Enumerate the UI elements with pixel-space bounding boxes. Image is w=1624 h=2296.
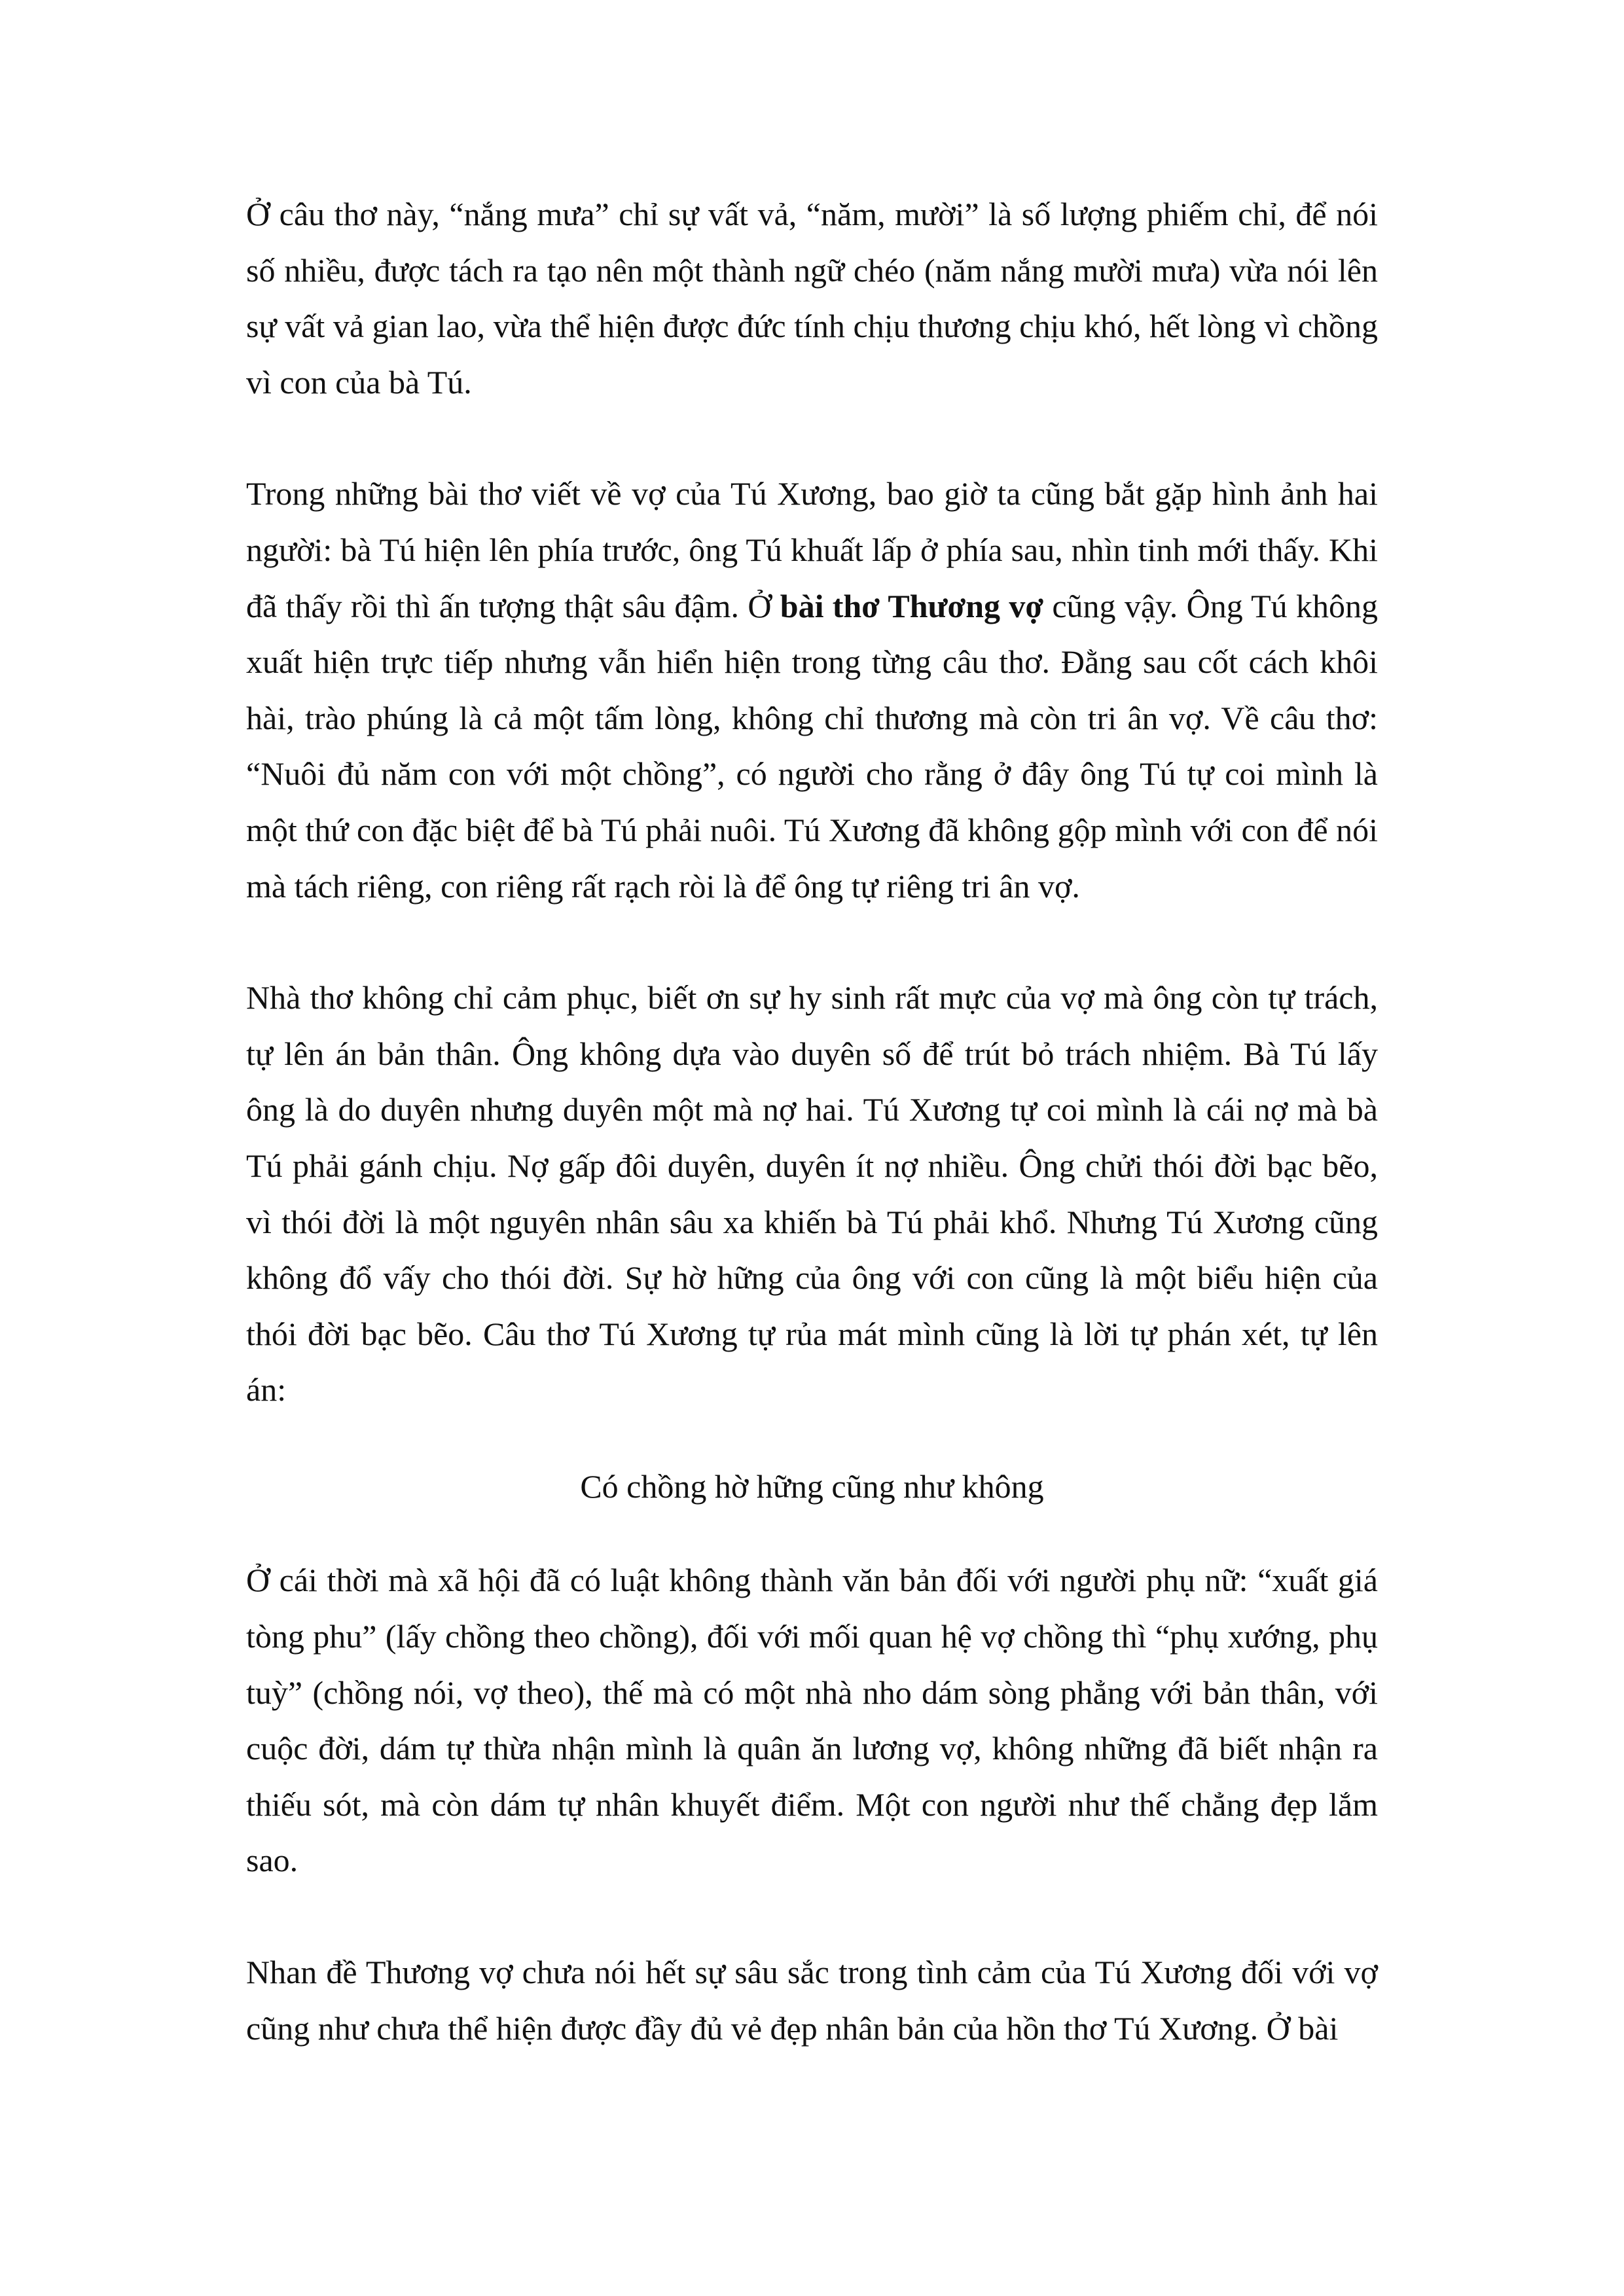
paragraph-spacer xyxy=(246,1889,1378,1945)
document-body xyxy=(246,187,1378,2056)
paragraph-2-text-a: Trong những bài thơ viết về vợ của Tú Xương, bao giờ ta cũng bắt gặp hình ảnh hai người: bà Tú hiện lên phía trước, ông Tú khuất lấp ở phía sau, nhìn tinh mới thấy. Khi đã thấy rồi thì ấn tượng thật sâu đậm. Ở xyxy=(246,475,1378,624)
paragraph-2-bold-title: bài thơ Thương vợ xyxy=(780,587,1044,624)
paragraph-spacer xyxy=(246,410,1378,466)
paragraph-2 xyxy=(246,466,1378,914)
paragraph-3: Nhà thơ không chỉ cảm phục, biết ơn sự hy sinh rất mực của vợ mà ông còn tự trách, tự lên án bản thân. Ông không dựa vào duyên số để trút bỏ trách nhiệm. Bà Tú lấy ông là do duyên nhưng duyên một mà nợ hai. Tú Xương tự coi mình là cái nợ mà bà Tú phải gánh chịu. Nợ gấp đôi duyên, duyên ít nợ nhiều. Ông chửi thói đời bạc bẽo, vì thói đời là một nguyên nhân sâu xa khiến bà Tú phải khổ. Nhưng Tú Xương cũng không đổ vấy cho thói đời. Sự hờ hững của ông với con cũng là một biểu hiện của thói đời bạc bẽo. Câu thơ Tú Xương tự rủa mát mình cũng là lời tự phán xét, tự lên án: xyxy=(246,979,1378,1408)
paragraph-spacer xyxy=(246,1515,1378,1552)
paragraph-4: Ở cái thời mà xã hội đã có luật không thành văn bản đối với người phụ nữ: “xuất giá tòng phu” (lấy chồng theo chồng), đối với mối quan hệ vợ chồng thì “phụ xướng, phụ tuỳ” (chồng nói, vợ theo), thế mà có một nhà nho dám sòng phẳng với bản thân, với cuộc đời, dám tự thừa nhận mình là quân ăn lương vợ, không những đã biết nhận ra thiếu sót, mà còn dám tự nhân khuyết điểm. Một con người như thế chẳng đẹp lắm sao. xyxy=(246,1562,1378,1879)
paragraph-2-text-b: cũng vậy. Ông Tú không xuất hiện trực tiếp nhưng vẫn hiển hiện trong từng câu thơ. Đằng sau cốt cách khôi hài, trào phúng là cả một tấm lòng, không chỉ thương mà còn tri ân vợ. Về câu thơ: “Nuôi đủ năm con với một chồng”, có người cho rằng ở đây ông Tú tự coi mình là một thứ con đặc biệt để bà Tú phải nuôi. Tú Xương đã không gộp mình với con để nói mà tách riêng, con riêng rất rạch ròi là để ông tự riêng tri ân vợ. xyxy=(246,587,1379,905)
paragraph-1: Ở câu thơ này, “nắng mưa” chỉ sự vất vả, “năm, mười” là số lượng phiếm chỉ, để nói số nhiều, được tách ra tạo nên một thành ngữ chéo (năm nắng mười mưa) vừa nói lên sự vất vả gian lao, vừa thể hiện được đức tính chịu thương chịu khó, hết lòng vì chồng vì con của bà Tú. xyxy=(246,196,1378,401)
poem-quote: Có chồng hờ hững cũng như không xyxy=(580,1467,1044,1505)
paragraph-spacer xyxy=(246,914,1378,970)
paragraph-spacer xyxy=(246,1418,1378,1459)
paragraph-5: Nhan đề Thương vợ chưa nói hết sự sâu sắc trong tình cảm của Tú Xương đối với vợ cũng như chưa thể hiện được đầy đủ vẻ đẹp nhân bản của hồn thơ Tú Xương. Ở bài xyxy=(246,1954,1378,2047)
